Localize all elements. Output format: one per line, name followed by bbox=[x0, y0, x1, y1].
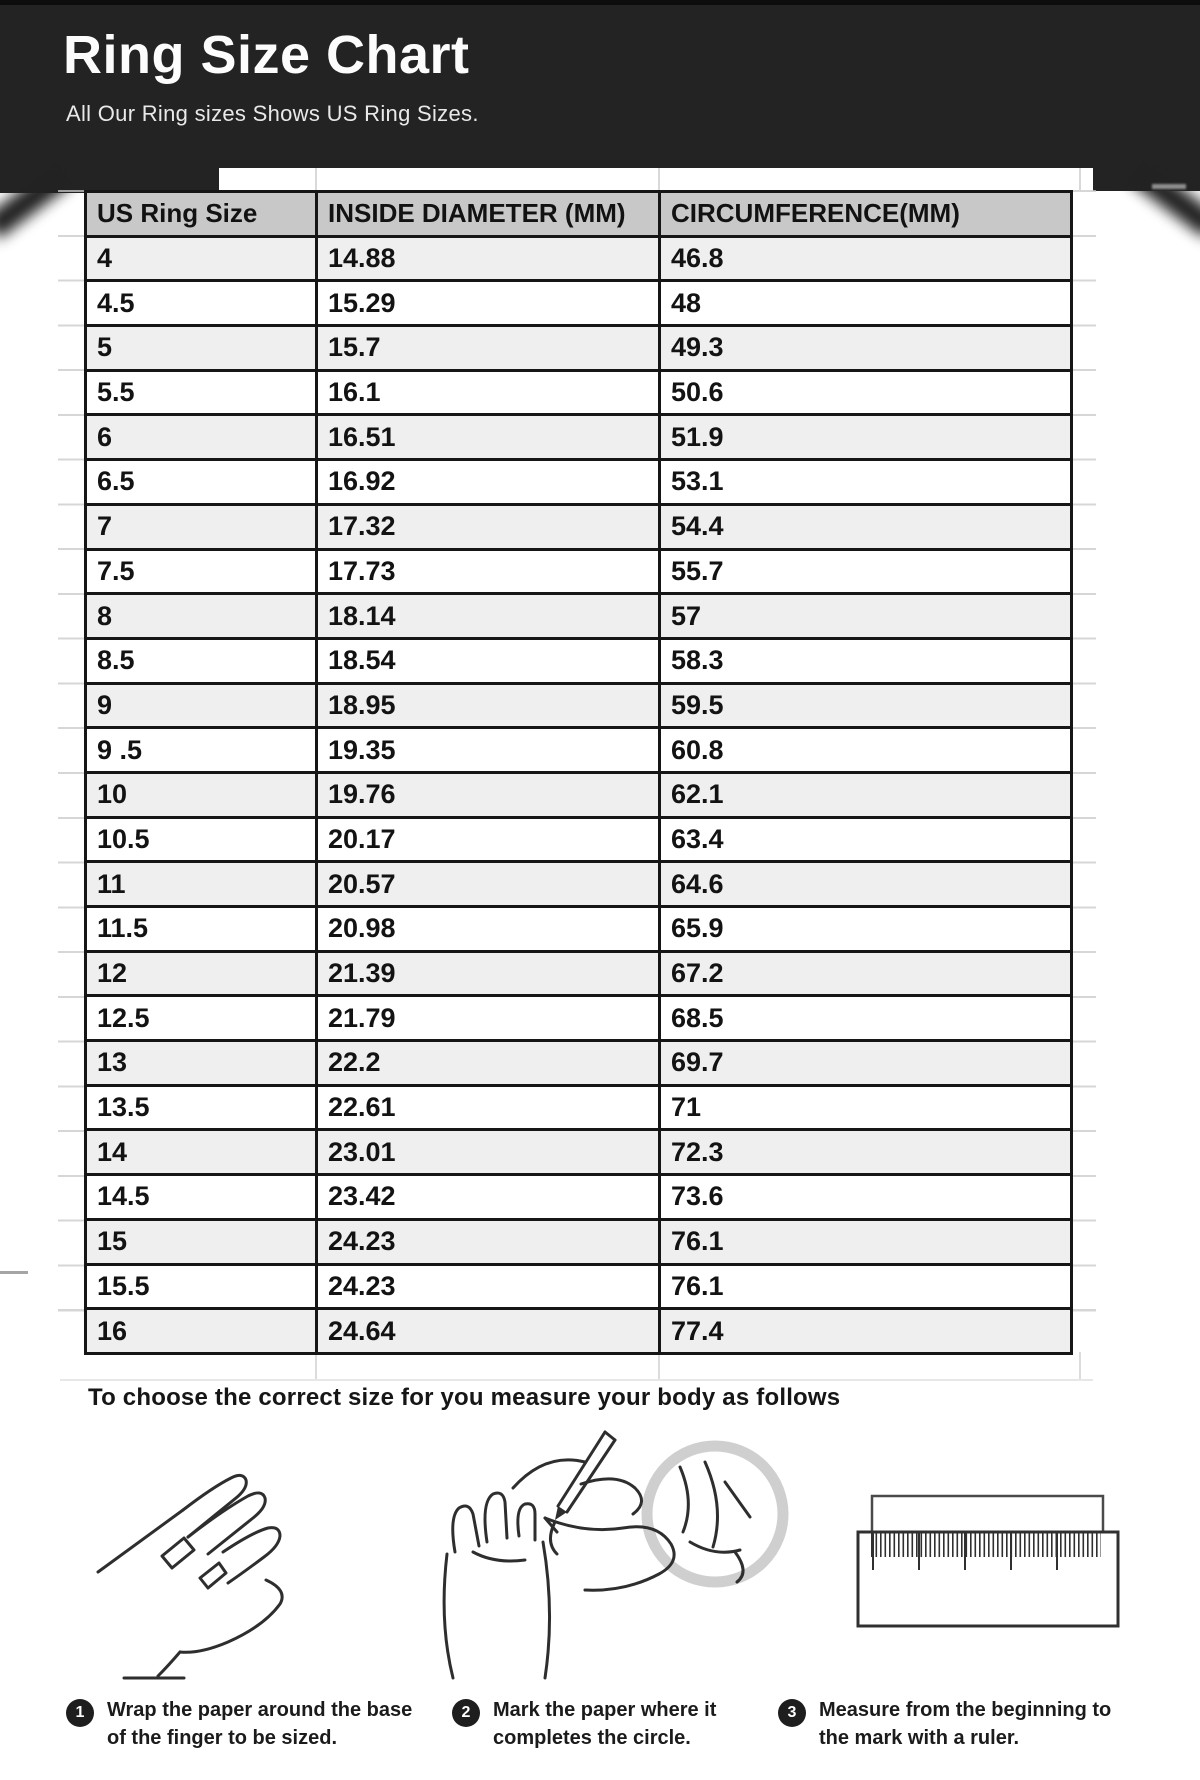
table-cell: 15.29 bbox=[317, 281, 660, 326]
table-cell: 6.5 bbox=[86, 460, 317, 505]
table-cell: 71 bbox=[660, 1085, 1072, 1130]
row-gridline-ticks-right bbox=[1070, 190, 1096, 1354]
table-cell: 12 bbox=[86, 951, 317, 996]
table-cell: 7.5 bbox=[86, 549, 317, 594]
table-cell: 50.6 bbox=[660, 370, 1072, 415]
table-cell: 11 bbox=[86, 862, 317, 907]
table-cell: 6 bbox=[86, 415, 317, 460]
table-cell: 24.23 bbox=[317, 1264, 660, 1309]
table-cell: 14.5 bbox=[86, 1175, 317, 1220]
table-cell: 19.76 bbox=[317, 772, 660, 817]
step-1-text: Wrap the paper around the base of the finger to be sized. bbox=[107, 1699, 413, 1749]
table-cell: 21.79 bbox=[317, 996, 660, 1041]
step-1-illustration bbox=[88, 1452, 343, 1680]
table-cell: 63.4 bbox=[660, 817, 1072, 862]
header-banner bbox=[0, 0, 1200, 168]
table-cell: 67.2 bbox=[660, 951, 1072, 996]
table-cell: 23.01 bbox=[317, 1130, 660, 1175]
table-cell: 20.17 bbox=[317, 817, 660, 862]
table-cell: 24.23 bbox=[317, 1219, 660, 1264]
table-cell: 65.9 bbox=[660, 907, 1072, 952]
table-cell: 68.5 bbox=[660, 996, 1072, 1041]
table-row bbox=[86, 683, 1072, 728]
gridline-artifact bbox=[0, 1271, 28, 1274]
hand-marking-paper-with-pencil-icon bbox=[395, 1422, 800, 1690]
ruler-measuring-paper-strip-icon bbox=[855, 1492, 1127, 1632]
table-row bbox=[86, 996, 1072, 1041]
table-row bbox=[86, 728, 1072, 773]
table-row bbox=[86, 1219, 1072, 1264]
table-cell: 14.88 bbox=[317, 236, 660, 281]
table-row bbox=[86, 772, 1072, 817]
table-row bbox=[86, 1041, 1072, 1086]
table-cell: 8.5 bbox=[86, 638, 317, 683]
table-row bbox=[86, 415, 1072, 460]
table-cell: 9 .5 bbox=[86, 728, 317, 773]
table-cell: 10.5 bbox=[86, 817, 317, 862]
step-3-illustration bbox=[855, 1492, 1127, 1632]
table-cell: 8 bbox=[86, 594, 317, 639]
table-cell: 57 bbox=[660, 594, 1072, 639]
table-cell: 23.42 bbox=[317, 1175, 660, 1220]
table-cell: 24.64 bbox=[317, 1309, 660, 1354]
table-row bbox=[86, 460, 1072, 505]
instructions-heading: To choose the correct size for you measure your body as follows bbox=[88, 1384, 841, 1411]
step-1-number-badge: 1 bbox=[66, 1699, 94, 1727]
table-header-row bbox=[86, 192, 1072, 237]
banner-top-strip bbox=[0, 0, 1200, 5]
table-cell: 9 bbox=[86, 683, 317, 728]
table-cell: 58.3 bbox=[660, 638, 1072, 683]
table-row bbox=[86, 594, 1072, 639]
table-cell: 48 bbox=[660, 281, 1072, 326]
step-2 bbox=[452, 1696, 753, 1752]
table-row bbox=[86, 281, 1072, 326]
table-cell: 14 bbox=[86, 1130, 317, 1175]
row-gridline-ticks-left bbox=[58, 190, 84, 1354]
gridline-artifact bbox=[1152, 184, 1186, 189]
table-cell: 76.1 bbox=[660, 1264, 1072, 1309]
column-header-us-ring-size: US Ring Size bbox=[86, 192, 317, 237]
table-row bbox=[86, 1175, 1072, 1220]
table-cell: 18.95 bbox=[317, 683, 660, 728]
table-cell: 64.6 bbox=[660, 862, 1072, 907]
table-cell: 4 bbox=[86, 236, 317, 281]
table-cell: 21.39 bbox=[317, 951, 660, 996]
step-2-text: Mark the paper where it completes the circle. bbox=[493, 1699, 717, 1749]
table-cell: 19.35 bbox=[317, 728, 660, 773]
table-cell: 5.5 bbox=[86, 370, 317, 415]
table-cell: 16.92 bbox=[317, 460, 660, 505]
table-row bbox=[86, 1085, 1072, 1130]
table-cell: 13 bbox=[86, 1041, 317, 1086]
table-row bbox=[86, 1130, 1072, 1175]
table-cell: 15.5 bbox=[86, 1264, 317, 1309]
table-row bbox=[86, 504, 1072, 549]
step-1 bbox=[66, 1696, 422, 1752]
table-cell: 16 bbox=[86, 1309, 317, 1354]
table-cell: 20.98 bbox=[317, 907, 660, 952]
ring-size-table bbox=[84, 190, 1073, 1355]
table-cell: 18.14 bbox=[317, 594, 660, 639]
table-cell: 16.1 bbox=[317, 370, 660, 415]
table-cell: 59.5 bbox=[660, 683, 1072, 728]
hand-with-paper-strip-icon bbox=[88, 1452, 343, 1680]
step-3-number-badge: 3 bbox=[778, 1699, 806, 1727]
table-cell: 73.6 bbox=[660, 1175, 1072, 1220]
table-row bbox=[86, 1264, 1072, 1309]
step-3 bbox=[778, 1696, 1129, 1752]
table-cell: 4.5 bbox=[86, 281, 317, 326]
table-cell: 53.1 bbox=[660, 460, 1072, 505]
spreadsheet-gutter-top bbox=[219, 168, 1093, 190]
table-cell: 18.54 bbox=[317, 638, 660, 683]
table-cell: 77.4 bbox=[660, 1309, 1072, 1354]
table-cell: 60.8 bbox=[660, 728, 1072, 773]
table-cell: 55.7 bbox=[660, 549, 1072, 594]
table-cell: 51.9 bbox=[660, 415, 1072, 460]
table-cell: 7 bbox=[86, 504, 317, 549]
column-header-circumference: CIRCUMFERENCE(MM) bbox=[660, 192, 1072, 237]
table-cell: 15 bbox=[86, 1219, 317, 1264]
table-row bbox=[86, 326, 1072, 371]
table-row bbox=[86, 1309, 1072, 1354]
step-2-illustration bbox=[395, 1422, 800, 1690]
table-cell: 62.1 bbox=[660, 772, 1072, 817]
column-header-inside-diameter: INSIDE DIAMETER (MM) bbox=[317, 192, 660, 237]
table-cell: 49.3 bbox=[660, 326, 1072, 371]
page-subtitle: All Our Ring sizes Shows US Ring Sizes. bbox=[66, 101, 479, 126]
table-cell: 17.32 bbox=[317, 504, 660, 549]
table-cell: 20.57 bbox=[317, 862, 660, 907]
table-cell: 17.73 bbox=[317, 549, 660, 594]
table-cell: 12.5 bbox=[86, 996, 317, 1041]
table-cell: 10 bbox=[86, 772, 317, 817]
spreadsheet-gutter-bottom bbox=[60, 1352, 1093, 1381]
table-cell: 54.4 bbox=[660, 504, 1072, 549]
table-cell: 72.3 bbox=[660, 1130, 1072, 1175]
table-cell: 5 bbox=[86, 326, 317, 371]
table-row bbox=[86, 370, 1072, 415]
table-row bbox=[86, 638, 1072, 683]
step-2-number-badge: 2 bbox=[452, 1699, 480, 1727]
table-cell: 13.5 bbox=[86, 1085, 317, 1130]
table-cell: 11.5 bbox=[86, 907, 317, 952]
table-cell: 22.2 bbox=[317, 1041, 660, 1086]
page-title: Ring Size Chart bbox=[63, 25, 470, 85]
table-row bbox=[86, 236, 1072, 281]
table-row bbox=[86, 907, 1072, 952]
table-row bbox=[86, 817, 1072, 862]
table-cell: 15.7 bbox=[317, 326, 660, 371]
table-row bbox=[86, 862, 1072, 907]
table-cell: 16.51 bbox=[317, 415, 660, 460]
table-row bbox=[86, 951, 1072, 996]
table-cell: 22.61 bbox=[317, 1085, 660, 1130]
step-3-text: Measure from the beginning to the mark with a ruler. bbox=[819, 1699, 1112, 1749]
table-cell: 69.7 bbox=[660, 1041, 1072, 1086]
table-row bbox=[86, 549, 1072, 594]
table-cell: 76.1 bbox=[660, 1219, 1072, 1264]
table-cell: 46.8 bbox=[660, 236, 1072, 281]
